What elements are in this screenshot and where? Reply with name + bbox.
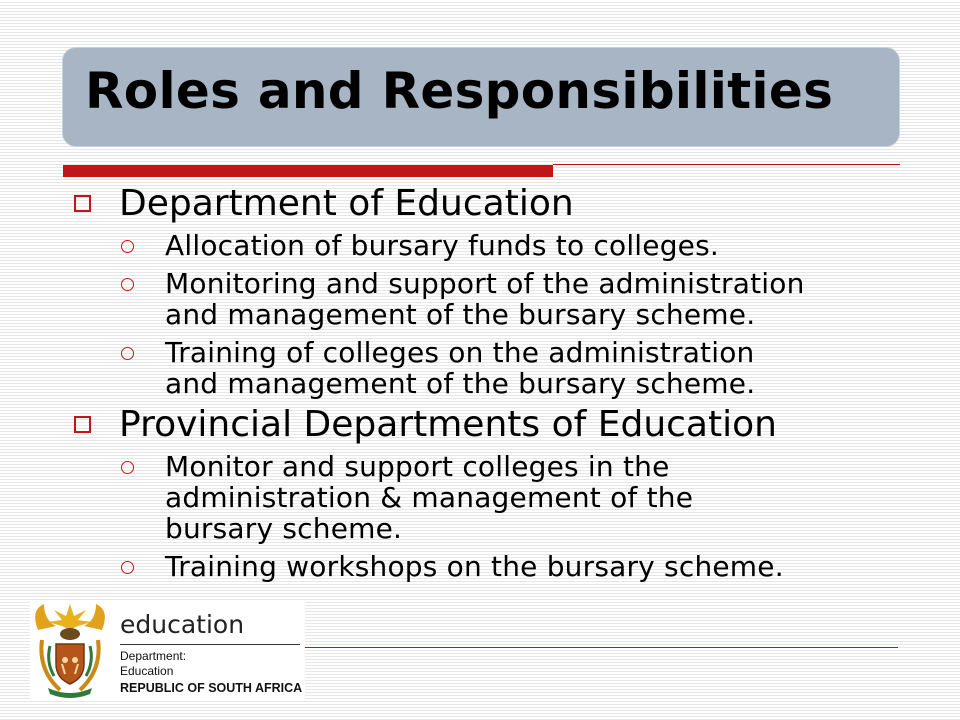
list-item-text <box>165 268 805 330</box>
circle-bullet-icon <box>121 240 134 253</box>
list-item-line: and management of the bursary scheme. <box>165 367 756 400</box>
section-heading-text: Department of Education <box>119 183 574 224</box>
accent-rule <box>553 164 900 165</box>
list-item-text <box>165 551 784 582</box>
circle-bullet-icon <box>121 461 134 474</box>
logo-line-country: REPUBLIC OF SOUTH AFRICA <box>120 681 303 695</box>
department-logo <box>30 600 305 700</box>
logo-rule <box>120 644 300 645</box>
coat-of-arms-icon <box>30 600 110 700</box>
square-bullet-icon <box>74 416 91 433</box>
logo-wordmark: education <box>120 610 245 639</box>
circle-bullet-icon <box>121 278 134 291</box>
logo-line-department: Department: <box>120 649 187 663</box>
list-item-line: Training workshops on the bursary scheme. <box>165 550 784 583</box>
section-heading-text: Provincial Departments of Education <box>119 404 777 445</box>
list-item-text <box>165 337 755 399</box>
list-item-line: Monitor and support colleges in the <box>165 450 670 483</box>
logo-line-education: Education <box>120 664 174 678</box>
list-item-line: administration & management of the <box>165 481 694 514</box>
list-item-text <box>165 230 719 261</box>
list-item-line: Allocation of bursary funds to colleges. <box>165 229 719 262</box>
circle-bullet-icon <box>121 561 134 574</box>
list-item-line: bursary scheme. <box>165 512 403 545</box>
list-item-line: Monitoring and support of the administration <box>165 267 805 300</box>
list-item-line: and management of the bursary scheme. <box>165 298 756 331</box>
circle-bullet-icon <box>121 347 134 360</box>
footer-rule <box>305 647 898 648</box>
list-item-text <box>165 451 693 544</box>
list-item-line: Training of colleges on the administration <box>165 336 755 369</box>
slide-title: Roles and Responsibilities <box>85 62 834 120</box>
title-bar <box>62 47 900 147</box>
square-bullet-icon <box>74 195 91 212</box>
accent-bar <box>63 165 553 177</box>
